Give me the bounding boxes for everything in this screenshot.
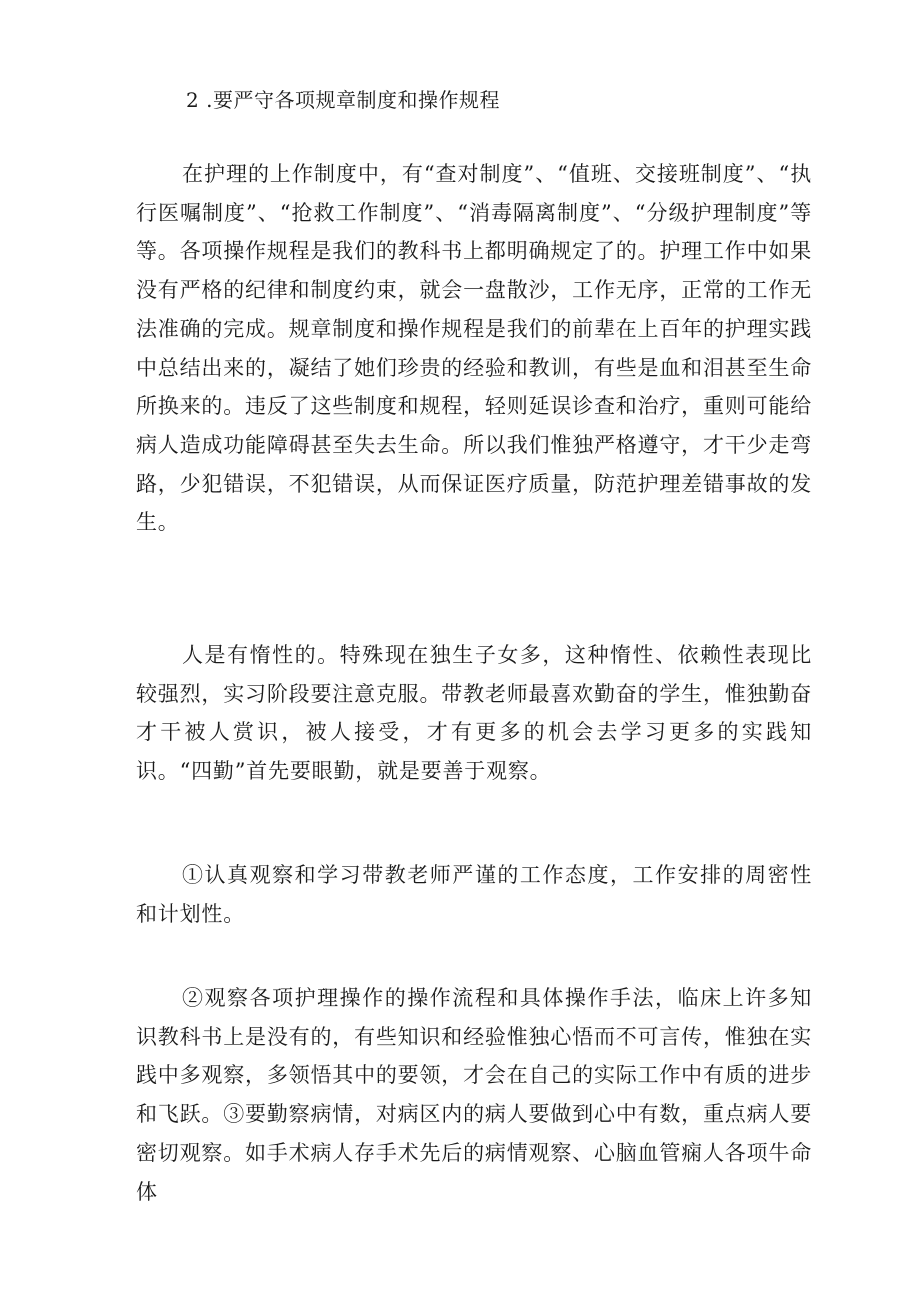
section-heading: 2 .要严守各项规章制度和操作规程 <box>186 88 500 112</box>
paragraph-rules: 在护理的上作制度中，有“查对制度”、“值班、交接班制度”、“执行医嘱制度”、“抢救工作制度”、“消毒隔离制度”、“分级护理制度”等等。各项操作规程是我们的教科书上都明确规定了的。护理工作中如果没有严格的纪律和制度约束，就会一盘散沙，工作无序，正常的工作无法准确的完成。规章制度和操作规程是我们的前辈在上百年的护理实践中总结出来的，凝结了她们珍贵的经验和教训，有些是血和泪甚至生命所换来的。违反了这些制度和规程，轻则延误诊查和治疗，重则可能给病人造成功能障碍甚至失去生命。所以我们惟独严格遵守，才干少走弯路，少犯错误，不犯错误，从而保证医疗质量，防范护理差错事故的发生。 <box>136 162 812 535</box>
paragraph-observe-attitude: ①认真观察和学习带教老师严谨的工作态度，工作安排的周密性和计划性。 <box>136 863 812 926</box>
paragraph-observe-operations: ②观察各项护理操作的操作流程和具体操作手法，临床上许多知识教科书上是没有的，有些知识和经验惟独心悟而不可言传，惟独在实践中多观察，多领悟其中的要领，才会在自己的实际工作中有质的进步和飞跃。③要勤察病情，对病区内的病人要做到心中有数，重点病人要密切观察。如手术病人存手术先后的病情观察、心脑血管痫人各项牛命体 <box>136 986 812 1204</box>
paragraph-diligence: 人是有惰性的。特殊现在独生子女多，这种惰性、依赖性表现比较强烈，实习阶段要注意克服。带教老师最喜欢勤奋的学生，惟独勤奋才干被人赏识，被人接受，才有更多的机会去学习更多的实践知识。“四勤”首先要眼勤，就是要善于观察。 <box>136 643 812 784</box>
